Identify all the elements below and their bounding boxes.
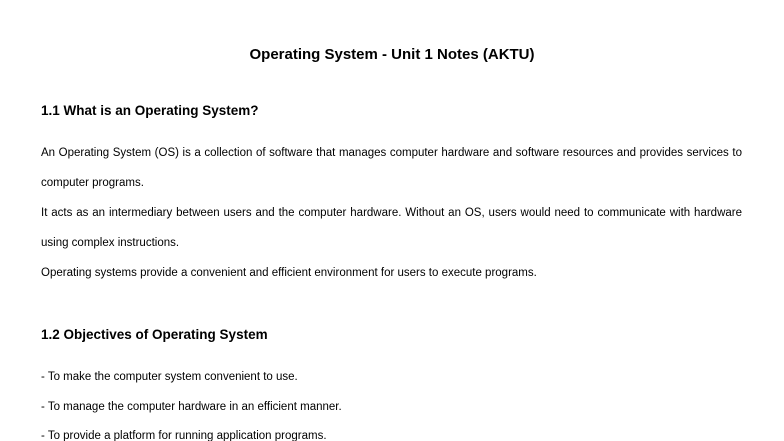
paragraph: Operating systems provide a convenient and efficient environment for users to execute programs. bbox=[41, 267, 537, 279]
section-heading-objectives: 1.2 Objectives of Operating System bbox=[41, 327, 268, 342]
list-item: - To make the computer system convenient to use. bbox=[41, 371, 298, 383]
document-title: Operating System - Unit 1 Notes (AKTU) bbox=[249, 46, 535, 63]
paragraph: It acts as an intermediary between users and the computer hardware. Without an OS, users would need to communicate with hardware using complex instructions. bbox=[41, 207, 742, 249]
paragraph: An Operating System (OS) is a collection of software that manages computer hardware and software resources and provides services to computer programs. bbox=[41, 147, 742, 189]
list-item: - To manage the computer hardware in an efficient manner. bbox=[41, 400, 342, 413]
section-heading-what-is-os: 1.1 What is an Operating System? bbox=[41, 103, 259, 118]
objectives-list bbox=[41, 363, 742, 441]
section-body-what-is-os bbox=[41, 138, 742, 288]
list-item: - To provide a platform for running application programs. bbox=[41, 430, 327, 441]
